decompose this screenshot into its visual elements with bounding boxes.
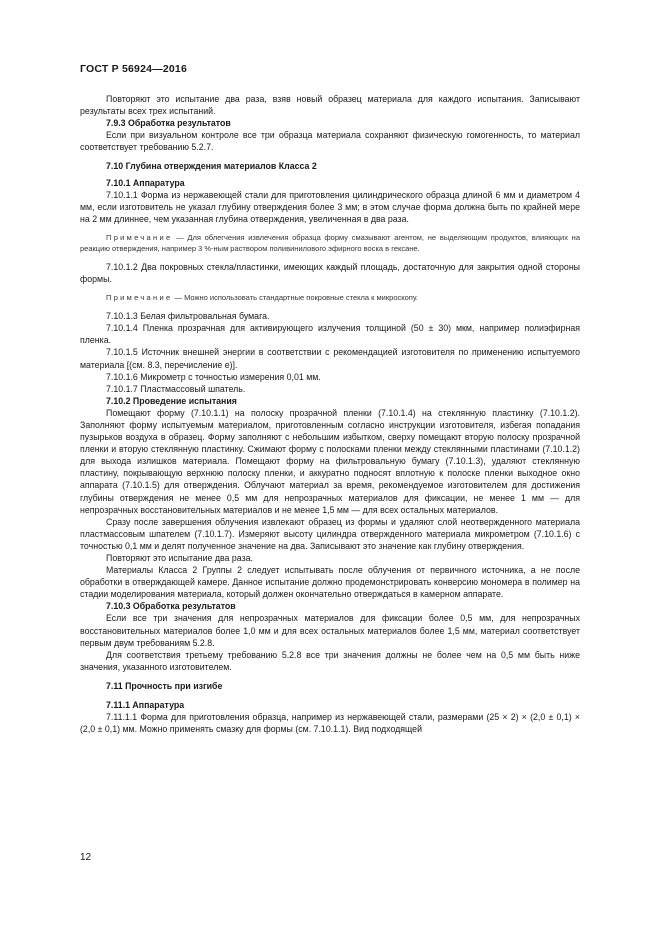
body-paragraph: Для соответствия третьему требованию 5.2.8 все три значения должны не более чем на 0,5 мм быть ниже значения, указанного изготовителем. bbox=[80, 649, 580, 672]
body-paragraph: 7.11.1.1 Форма для приготовления образца, например из нержавеющей стали, размерами (25 × 2) × (2,0 ± 0,1) × (2,0 ± 0,1) мм. Можно применять смазку для формы (см. 7.10.1.1). Вид подходящей bbox=[80, 712, 580, 735]
body-paragraph: Помещают форму (7.10.1.1) на полоску прозрачной пленки (7.10.1.4) на стеклянную пластинку (7.10.1.2). Заполняют форму испытуемым материалом, приготовленным согласно инструкции изготовителя, избегая попадания пузырьков воздуха в образец. Форму заполняют с небольшим избытком, сверху помещают вторую полоску прозрачной пленки и вторую стеклянную пластинку. Сжимают форму с полосками пленки между стеклянными пластинами (7.10.1.2) для выхода излишков материала. Помещают форму на фильтровальную бумагу (7.10.1.3), удаляют стеклянную пластину, покрывающую верхнюю полоску пленки, и аккуратно подносят вплотную к полоске пленки выходное окно аппарата (7.10.1.5) для отверждения. Облучают материал за время, рекомендуемое изготовителем для достижения глубины отверждения не менее 0,5 мм для непрозрачных материалов для фиксации, не менее 1 мм — для непрозрачных восстановительных материалов и не менее 1,5 мм — для всех остальных материалов. bbox=[80, 407, 580, 515]
document-header: ГОСТ Р 56924—2016 bbox=[80, 63, 188, 75]
document-body bbox=[80, 93, 580, 735]
section-heading: 7.10 Глубина отверждения материалов Класса 2 bbox=[106, 161, 317, 172]
section-heading: 7.11.1 Аппаратура bbox=[106, 700, 185, 711]
note-text: Для облегчения извлечения образца форму смазывают агентом, не выделяющим продуктов, влияющих на реакцию отверждения, например 3 %-ным раствором поливинилового эфирного воска в гексане. bbox=[80, 232, 580, 253]
body-paragraph: 7.10.1.4 Пленка прозрачная для активирующего излучения толщиной (50 ± 30) мкм, например полиэфирная пленка. bbox=[80, 323, 580, 346]
section-heading: 7.9.3 Обработка результатов bbox=[106, 118, 231, 129]
note-label: Примечание bbox=[106, 293, 173, 303]
body-paragraph: 7.10.1.7 Пластмассовый шпатель. bbox=[106, 383, 246, 394]
note-text: Можно использовать стандартные покровные стекла к микроскопу. bbox=[184, 293, 418, 303]
body-paragraph: 7.10.1.1 Форма из нержавеющей стали для приготовления цилиндрического образца длиной 6 мм и диаметром 4 мм, если изготовитель не указал глубину отверждения более 3 мм; в этом случае форма должна быть по крайней мере на 2 мм длиннее, чем указанная глубина отверждения, увеличенная в два раза. bbox=[80, 189, 580, 224]
body-paragraph: Повторяют это испытание два раза. bbox=[106, 553, 253, 563]
body-paragraph: Повторяют это испытание два раза, взяв новый образец материала для каждого испытания. Записывают результаты всех трех испытаний. bbox=[80, 94, 580, 117]
section-heading: 7.10.3 Обработка результатов bbox=[106, 601, 236, 612]
body-paragraph: Материалы Класса 2 Группы 2 следует испытывать после облучения от первичного источника, а не после обработки в отверждающей камере. Данное испытание должно продемонстрировать конверсию мономера в полимер на стадии моделирования материала, который должен окончательно отверждаться в камерном аппарате. bbox=[80, 565, 580, 600]
section-heading: 7.10.2 Проведение испытания bbox=[106, 395, 237, 406]
body-paragraph: 7.10.1.6 Микрометр с точностью измерения 0,01 мм. bbox=[106, 371, 321, 382]
body-paragraph: Если все три значения для непрозрачных материалов для фиксации более 0,5 мм, для непрозрачных восстановительных материалов более 1,0 мм и для всех остальных материалов более 1,5 мм, материал соответствует первым двум требованиям 5.2.8. bbox=[80, 613, 580, 648]
body-paragraph: 7.10.1.5 Источник внешней энергии в соответствии с рекомендацией изготовителя по применению испытуемого материала [(см. 8.3, перечисление е)]. bbox=[80, 347, 580, 370]
note-label: Примечание bbox=[106, 232, 173, 242]
page-number: 12 bbox=[80, 852, 92, 863]
note-paragraph: Примечание — Можно использовать стандартные покровные стекла к микроскопу. bbox=[106, 293, 418, 303]
body-paragraph: 7.10.1.3 Белая фильтровальная бумага. bbox=[106, 311, 270, 322]
body-paragraph: 7.10.1.2 Два покровных стекла/пластинки, имеющих каждый площадь, достаточную для закрытия одной стороны формы. bbox=[80, 261, 580, 285]
body-paragraph: Сразу после завершения облучения извлекают образец из формы и удаляют слой неотвержденного материала пластмассовым шпателем (7.10.1.7). Измеряют высоту цилиндра отвержденного материала микрометром (7.10.1.6) с точностью 0,1 мм и делят полученное значение на два. Записывают это значение как глубину отверждения. bbox=[80, 516, 580, 551]
note-paragraph: Примечание — Для облегчения извлечения образца форму смазывают агентом, не выделяющим продуктов, влияющих на реакцию отверждения, например 3 %-ным раствором поливинилового эфирного воска в гексане. bbox=[80, 232, 580, 253]
section-heading: 7.10.1 Аппаратура bbox=[106, 177, 185, 188]
body-paragraph: Если при визуальном контроле все три образца материала сохраняют физическую гомогенность, то материал соответствует требованию 5.2.7. bbox=[80, 130, 580, 153]
section-heading: 7.11 Прочность при изгибе bbox=[106, 680, 223, 691]
